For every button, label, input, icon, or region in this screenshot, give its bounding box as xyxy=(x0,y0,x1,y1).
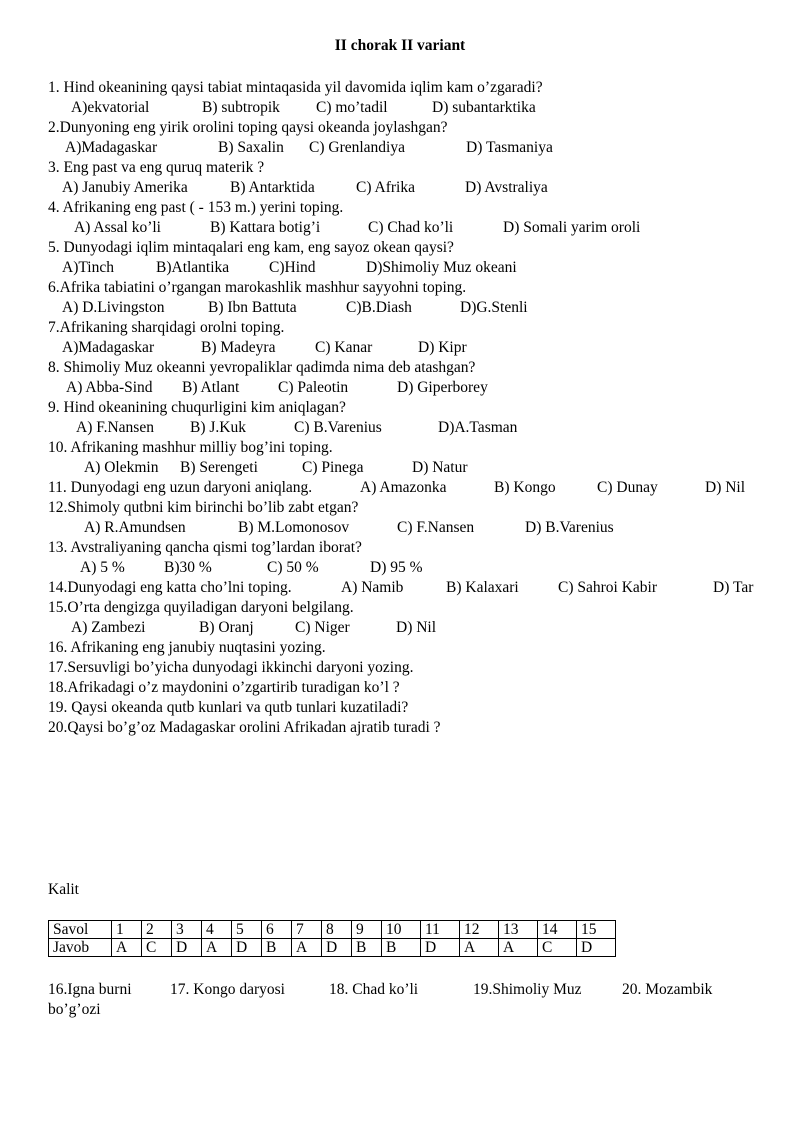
option-a: A) F.Nansen xyxy=(76,419,154,436)
question-7: 7.Afrikaning sharqidagi orolni toping. xyxy=(48,319,285,336)
option-b: B) Kalaxari xyxy=(446,579,519,596)
question-11-row xyxy=(0,478,800,498)
table-cell: 8 xyxy=(322,921,352,939)
answer-key-label: Kalit xyxy=(48,881,79,898)
table-row-answers xyxy=(49,939,616,957)
table-cell: 2 xyxy=(142,921,172,939)
option-b: B) Serengeti xyxy=(180,459,258,476)
option-c: C) Grenlandiya xyxy=(309,139,405,156)
option-d: D) Avstraliya xyxy=(465,179,548,196)
table-cell: 9 xyxy=(352,921,382,939)
question-12-options xyxy=(0,518,800,538)
option-a: A) 5 % xyxy=(80,559,125,576)
question-10: 10. Afrikaning mashhur milliy bog’ini toping. xyxy=(48,439,333,456)
question-14-row xyxy=(0,578,800,598)
option-c: C) Afrika xyxy=(356,179,415,196)
table-cell: 10 xyxy=(382,921,421,939)
table-cell: 5 xyxy=(232,921,262,939)
question-8-options xyxy=(0,378,800,398)
table-cell: B xyxy=(382,939,421,957)
option-c: C) mo’tadil xyxy=(316,99,388,116)
option-a: A) D.Livingston xyxy=(62,299,165,316)
question-8: 8. Shimoliy Muz okeanni yevropaliklar qadimda nima deb atashgan? xyxy=(48,359,476,376)
option-a: A) Amazonka xyxy=(360,479,447,496)
table-row-questions xyxy=(49,921,616,939)
option-a: A) Zambezi xyxy=(71,619,146,636)
option-b: B) M.Lomonosov xyxy=(238,519,350,536)
question-7-options xyxy=(0,338,800,358)
option-d: D) Tasmaniya xyxy=(466,139,553,156)
table-header-cell: Javob xyxy=(49,939,112,957)
written-answer-20: 20. Mozambik xyxy=(622,981,713,998)
table-cell: C xyxy=(538,939,577,957)
table-cell: A xyxy=(112,939,142,957)
answer-key-table xyxy=(48,920,616,957)
option-d: D) Somali yarim oroli xyxy=(503,219,641,236)
option-c: C)B.Diash xyxy=(346,299,412,316)
table-cell: B xyxy=(352,939,382,957)
option-a: A) Assal ko’li xyxy=(74,219,161,236)
question-4: 4. Afrikaning eng past ( - 153 m.) yerini toping. xyxy=(48,199,344,216)
question-9-options xyxy=(0,418,800,438)
question-11: 11. Dunyodagi eng uzun daryoni aniqlang. xyxy=(48,479,313,496)
option-c: C) Sahroi Kabir xyxy=(558,579,658,596)
question-16: 16. Afrikaning eng janubiy nuqtasini yozing. xyxy=(48,639,326,656)
page-title: II chorak II variant xyxy=(334,37,466,54)
table-header-cell: Savol xyxy=(49,921,112,939)
table-cell: A xyxy=(202,939,232,957)
option-d: D) Natur xyxy=(412,459,468,476)
option-d: D) Kipr xyxy=(418,339,467,356)
written-answers xyxy=(0,980,800,1000)
table-cell: D xyxy=(322,939,352,957)
table-cell: 1 xyxy=(112,921,142,939)
option-b: B) subtropik xyxy=(202,99,280,116)
option-a: A)ekvatorial xyxy=(71,99,150,116)
option-d: D) Nil xyxy=(396,619,437,636)
question-13: 13. Avstraliyaning qancha qismi tog’lardan iborat? xyxy=(48,539,362,556)
question-3-options xyxy=(0,178,800,198)
option-b: B) Kattara botig’i xyxy=(210,219,321,236)
option-b: B)Atlantika xyxy=(156,259,230,276)
written-answer-20-wrap: bo’g’ozi xyxy=(48,1001,101,1018)
question-10-options xyxy=(0,458,800,478)
table-cell: D xyxy=(421,939,460,957)
question-14: 14.Dunyodagi eng katta cho’lni toping. xyxy=(48,579,292,596)
option-c: C) Chad ko’li xyxy=(368,219,454,236)
option-a: A) Olekmin xyxy=(84,459,159,476)
table-cell: 6 xyxy=(262,921,292,939)
question-2-options xyxy=(0,138,800,158)
question-5: 5. Dunyodagi iqlim mintaqalari eng kam, eng sayoz okean qaysi? xyxy=(48,239,454,256)
option-a: A)Tinch xyxy=(62,259,114,276)
written-answer-18: 18. Chad ko’li xyxy=(329,981,419,998)
question-2: 2.Dunyoning eng yirik orolini toping qaysi okeanda joylashgan? xyxy=(48,119,448,136)
question-12: 12.Shimoly qutbni kim birinchi bo’lib zabt etgan? xyxy=(48,499,359,516)
question-17: 17.Sersuvligi bo’yicha dunyodagi ikkinchi daryoni yozing. xyxy=(48,659,414,676)
question-4-options xyxy=(0,218,800,238)
option-c: C) Kanar xyxy=(315,339,373,356)
table-cell: A xyxy=(460,939,499,957)
option-c: C) Niger xyxy=(295,619,350,636)
option-b: B) Madeyra xyxy=(201,339,276,356)
option-d: D) B.Varenius xyxy=(525,519,614,536)
table-cell: 13 xyxy=(499,921,538,939)
question-9: 9. Hind okeanining chuqurligini kim aniqlagan? xyxy=(48,399,346,416)
option-b: B) Saxalin xyxy=(218,139,284,156)
question-19: 19. Qaysi okeanda qutb kunlari va qutb tunlari kuzatiladi? xyxy=(48,699,409,716)
option-a: A) Abba-Sind xyxy=(66,379,153,396)
option-d: D)Shimoliy Muz okeani xyxy=(366,259,517,276)
question-5-options xyxy=(0,258,800,278)
table-cell: 14 xyxy=(538,921,577,939)
table-cell: A xyxy=(292,939,322,957)
option-b: B) Antarktida xyxy=(230,179,315,196)
question-3: 3. Eng past va eng quruq materik ? xyxy=(48,159,265,176)
table-cell: D xyxy=(577,939,616,957)
option-c: C) Paleotin xyxy=(278,379,349,396)
option-c: C) Dunay xyxy=(597,479,658,496)
table-cell: A xyxy=(499,939,538,957)
option-a: A) Janubiy Amerika xyxy=(62,179,188,196)
question-18: 18.Afrikadagi o’z maydonini o’zgartirib turadigan ko’l ? xyxy=(48,679,400,696)
option-b: B) Atlant xyxy=(182,379,240,396)
option-a: A) R.Amundsen xyxy=(84,519,186,536)
option-a: A)Madagaskar xyxy=(65,139,158,156)
table-cell: D xyxy=(232,939,262,957)
written-answer-19: 19.Shimoliy Muz xyxy=(473,981,582,998)
option-c: C)Hind xyxy=(269,259,316,276)
option-d: D) Tar xyxy=(713,579,754,596)
option-d: D) Nil xyxy=(705,479,746,496)
option-d: D)A.Tasman xyxy=(438,419,518,436)
question-15: 15.O’rta dengizga quyiladigan daryoni belgilang. xyxy=(48,599,354,616)
option-b: B) J.Kuk xyxy=(190,419,246,436)
option-c: C) B.Varenius xyxy=(294,419,382,436)
question-6: 6.Afrika tabiatini o’rgangan marokashlik mashhur sayyohni toping. xyxy=(48,279,467,296)
table-cell: 4 xyxy=(202,921,232,939)
option-b: B) Oranj xyxy=(199,619,254,636)
question-6-options xyxy=(0,298,800,318)
table-cell: 3 xyxy=(172,921,202,939)
written-answer-17: 17. Kongo daryosi xyxy=(170,981,285,998)
option-d: D) 95 % xyxy=(370,559,423,576)
option-b: B) Ibn Battuta xyxy=(208,299,297,316)
option-c: C) Pinega xyxy=(302,459,364,476)
table-cell: 7 xyxy=(292,921,322,939)
table-cell: D xyxy=(172,939,202,957)
option-d: D) Giperborey xyxy=(397,379,488,396)
question-15-options xyxy=(0,618,800,638)
option-a: A)Madagaskar xyxy=(62,339,155,356)
table-cell: C xyxy=(142,939,172,957)
question-1: 1. Hind okeanining qaysi tabiat mintaqasida yil davomida iqlim kam o’zgaradi? xyxy=(48,79,543,96)
option-c: C) 50 % xyxy=(267,559,319,576)
option-a: A) Namib xyxy=(341,579,404,596)
written-answer-16: 16.Igna burni xyxy=(48,981,132,998)
option-d: D)G.Stenli xyxy=(460,299,528,316)
option-d: D) subantarktika xyxy=(432,99,536,116)
option-c: C) F.Nansen xyxy=(397,519,475,536)
table-cell: 15 xyxy=(577,921,616,939)
table-cell: 12 xyxy=(460,921,499,939)
question-13-options xyxy=(0,558,800,578)
question-20: 20.Qaysi bo’g’oz Madagaskar orolini Afrikadan ajratib turadi ? xyxy=(48,719,441,736)
question-1-options xyxy=(0,98,800,118)
option-b: B)30 % xyxy=(164,559,212,576)
table-cell: 11 xyxy=(421,921,460,939)
option-b: B) Kongo xyxy=(494,479,556,496)
table-cell: B xyxy=(262,939,292,957)
